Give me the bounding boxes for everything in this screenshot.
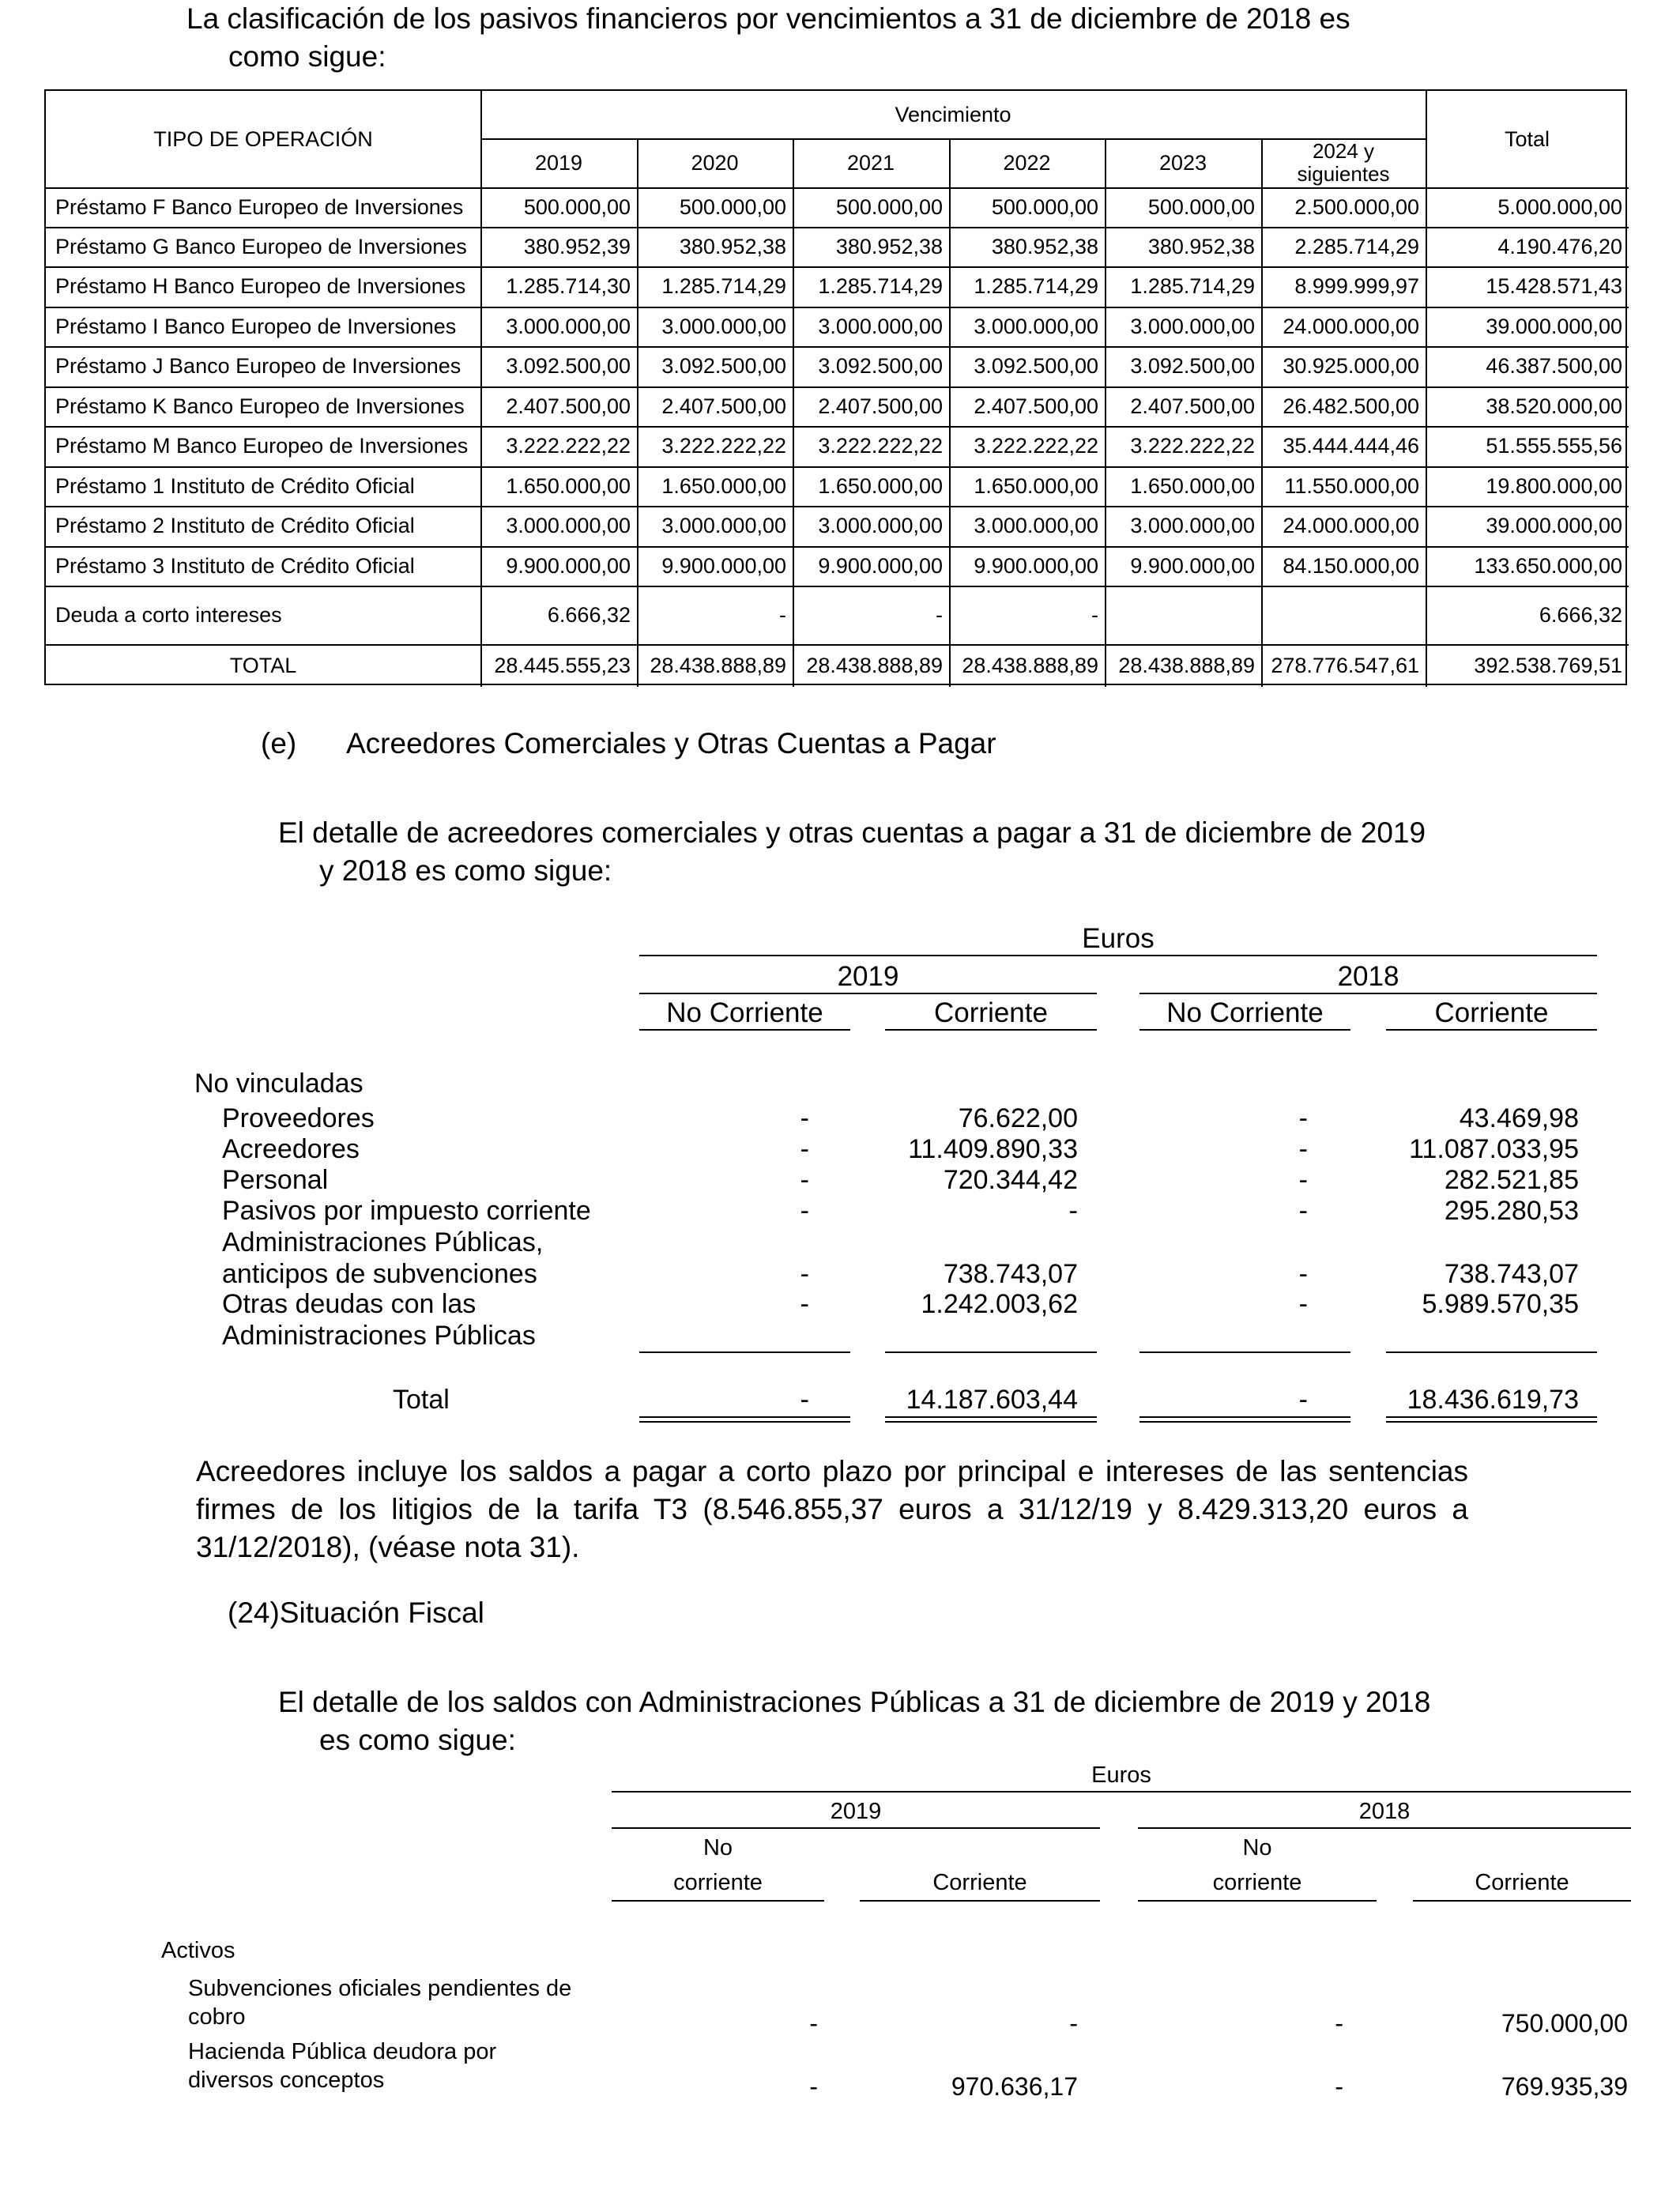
t1-cell-value: 3.000.000,00	[506, 315, 631, 338]
t1-cell-value: 380.952,38	[1147, 235, 1255, 258]
t1-cell-value: 380.952,38	[991, 235, 1098, 258]
t1-cell-value	[1261, 586, 1426, 644]
t1-header-year-last	[1261, 140, 1426, 186]
t3-header-no-corriente: corriente	[1212, 1870, 1302, 1895]
intro-3-line-2: es como sigue:	[319, 1724, 516, 1756]
t1-cell-value: 392.538.769,51	[1474, 654, 1622, 677]
t3-header-2018: 2018	[1358, 1799, 1411, 1824]
t2-cell-value: -	[1298, 1259, 1308, 1289]
t1-cell-value: 3.000.000,00	[818, 315, 943, 338]
note-line-3: 31/12/2018), (véase nota 31).	[196, 1531, 580, 1563]
t3-cell-value: 769.935,39	[1501, 2072, 1628, 2101]
t3-rule-col-head	[1413, 1900, 1631, 1902]
t1-cell-value: 28.445.555,23	[494, 654, 631, 677]
t2-cell-value: -	[800, 1196, 809, 1226]
t1-total-label: TOTAL	[229, 654, 297, 677]
t1-cell-value: 3.092.500,00	[661, 354, 786, 378]
t2-total-value: -	[800, 1385, 809, 1415]
t1-row-label: Préstamo J Banco Europeo de Inversiones	[55, 354, 461, 378]
intro-paragraph-3	[278, 1683, 1669, 1759]
t3-rule-col-head	[860, 1900, 1100, 1902]
t1-cell-value: 500.000,00	[835, 195, 943, 219]
t1-cell-value: 39.000.000,00	[1486, 315, 1622, 338]
intro-3-line-1: El detalle de los saldos con Administraciones Públicas a 31 de diciembre de 2019 y 2018	[278, 1686, 1431, 1718]
t2-rule-2018	[1139, 993, 1597, 994]
t1-row-label: Préstamo K Banco Europeo de Inversiones	[55, 394, 465, 418]
t2-cell-value: -	[1298, 1134, 1308, 1164]
t1-cell-value: 38.520.000,00	[1486, 394, 1622, 418]
t1-header-year: 2020	[691, 151, 739, 175]
t3-row-label-cont: cobro	[188, 2004, 246, 2030]
t1-cell-value: 8.999.999,97	[1294, 274, 1419, 298]
t1-cell-value: 6.666,32	[547, 603, 631, 627]
t1-cell-value: 500.000,00	[1147, 195, 1255, 219]
t2-rule-euros	[639, 955, 1597, 956]
t3-header-corriente: Corriente	[932, 1870, 1027, 1895]
t1-cell-value: 1.650.000,00	[661, 474, 786, 498]
t2-cell-value: -	[1068, 1196, 1078, 1226]
t1-cell-value: 2.285.714,29	[1294, 235, 1419, 258]
t1-header-total: Total	[1504, 127, 1550, 151]
t1-cell-value: 84.150.000,00	[1283, 554, 1419, 578]
t1-row-label: Préstamo 2 Instituto de Crédito Oficial	[55, 514, 415, 537]
t1-cell-value: 9.900.000,00	[1130, 554, 1255, 578]
section-e-title: Acreedores Comerciales y Otras Cuentas a Pagar	[346, 727, 996, 760]
t2-cell-value: 1.242.003,62	[921, 1289, 1078, 1319]
t2-rule-total-2	[1386, 1421, 1597, 1423]
t1-cell-value: 4.190.476,20	[1497, 235, 1622, 258]
t1-cell-value: 3.222.222,22	[1130, 434, 1255, 458]
t1-cell-value: 1.650.000,00	[974, 474, 1098, 498]
intro-paragraph-2	[278, 814, 1669, 890]
t1-cell-value: 380.952,39	[523, 235, 631, 258]
t1-cell-value: 1.285.714,29	[1130, 274, 1255, 298]
t2-total-value: 18.436.619,73	[1407, 1385, 1579, 1415]
t2-cell-value: -	[1298, 1196, 1308, 1226]
t2-header-euros: Euros	[1082, 923, 1155, 954]
t3-header-corriente: Corriente	[1475, 1870, 1569, 1895]
t2-row-label: Proveedores	[222, 1103, 375, 1133]
t2-cell-value: -	[800, 1259, 809, 1289]
t2-header-2019: 2019	[837, 961, 899, 992]
t1-cell-value: 24.000.000,00	[1283, 514, 1419, 537]
t1-cell-value: 35.444.444,46	[1283, 434, 1419, 458]
t2-cell-value: 11.087.033,95	[1409, 1134, 1579, 1164]
t1-header-year-last-line-1: 2024 y	[1312, 139, 1375, 163]
t1-cell-value: 1.650.000,00	[1130, 474, 1255, 498]
t2-group-label: No vinculadas	[194, 1069, 363, 1099]
t2-row-label: Administraciones Públicas,	[222, 1227, 544, 1257]
t2-header-corriente: Corriente	[934, 997, 1048, 1028]
t1-cell-value: 9.900.000,00	[818, 554, 943, 578]
t1-cell-value: -	[779, 603, 786, 627]
intro-paragraph-1	[186, 0, 1640, 76]
t3-header-no: No	[703, 1835, 733, 1860]
t1-row-label: Préstamo M Banco Europeo de Inversiones	[55, 434, 469, 458]
t2-cell-value: 43.469,98	[1459, 1103, 1579, 1133]
t1-cell-value: 2.407.500,00	[818, 394, 943, 418]
t2-cell-value: -	[1298, 1289, 1308, 1319]
t1-cell-value: 3.092.500,00	[974, 354, 1098, 378]
t1-cell-value: 500.000,00	[523, 195, 631, 219]
t3-rule-euros	[612, 1791, 1631, 1793]
t2-total-label: Total	[393, 1385, 450, 1415]
t2-row-label: Acreedores	[222, 1134, 360, 1164]
t1-cell-value: 28.438.888,89	[650, 654, 786, 677]
t2-header-2018: 2018	[1337, 961, 1399, 992]
t2-rule-2019	[639, 993, 1097, 994]
t1-cell-value: 15.428.571,43	[1486, 274, 1622, 298]
t3-cell-value: -	[809, 2009, 818, 2038]
t3-cell-value: -	[809, 2072, 818, 2101]
t1-header-vencimiento: Vencimiento	[895, 103, 1011, 126]
t1-cell-value: 51.555.555,56	[1486, 434, 1622, 458]
t2-rule-subtotal	[1139, 1351, 1350, 1353]
t1-cell-value: 1.650.000,00	[818, 474, 943, 498]
t1-cell-value: 3.092.500,00	[506, 354, 631, 378]
t1-row-label: Préstamo G Banco Europeo de Inversiones	[55, 235, 467, 258]
t1-row-label: Deuda a corto intereses	[55, 603, 282, 627]
t3-header-no-corriente: corriente	[673, 1870, 763, 1895]
t1-cell-value: 500.000,00	[991, 195, 1098, 219]
t1-cell-value: 2.500.000,00	[1294, 195, 1419, 219]
t2-cell-value: 76.622,00	[958, 1103, 1078, 1133]
t1-cell-value: 39.000.000,00	[1486, 514, 1622, 537]
t1-header-tipo: TIPO DE OPERACIÓN	[153, 127, 373, 151]
t1-cell-value: 3.222.222,22	[661, 434, 786, 458]
t1-cell-value: -	[936, 603, 943, 627]
t2-cell-value: 738.743,07	[1444, 1259, 1579, 1289]
t2-cell-value: 720.344,42	[943, 1165, 1078, 1195]
section-e-marker: (e)	[261, 727, 297, 760]
note-line-2: firmes de los litigios de la tarifa T3 (8.546.855,37 euros a 31/12/19 y 8.429.313,20 euros a	[196, 1493, 1468, 1525]
t2-rule-subtotal	[1386, 1351, 1597, 1353]
t2-rule-col-head	[639, 1029, 850, 1031]
intro-2-line-1: El detalle de acreedores comerciales y otras cuentas a pagar a 31 de diciembre de 2019	[278, 816, 1426, 849]
t1-cell-value: 9.900.000,00	[974, 554, 1098, 578]
t1-cell-value: 3.000.000,00	[506, 514, 631, 537]
t2-header-no-corriente: No Corriente	[666, 997, 823, 1028]
t2-cell-value: -	[800, 1103, 809, 1133]
t1-cell-value: 133.650.000,00	[1474, 554, 1622, 578]
t3-rule-col-head	[612, 1900, 824, 1902]
maturity-table	[44, 89, 1627, 685]
t2-rule-col-head	[1386, 1029, 1597, 1031]
t2-header-corriente: Corriente	[1434, 997, 1549, 1028]
t1-cell-value: 1.285.714,30	[506, 274, 631, 298]
t2-cell-value: -	[1298, 1103, 1308, 1133]
t1-row-label: Préstamo H Banco Europeo de Inversiones	[55, 274, 466, 298]
t3-header-euros: Euros	[1091, 1762, 1151, 1788]
t2-rule-total-1	[885, 1416, 1097, 1418]
t3-row-label-cont: diversos conceptos	[188, 2068, 385, 2093]
t2-total-value: 14.187.603,44	[906, 1385, 1078, 1415]
t3-rule-2019	[612, 1827, 1100, 1829]
t3-row-label: Subvenciones oficiales pendientes de	[188, 1976, 572, 2001]
intro-1-line-1: La clasificación de los pasivos financieros por vencimientos a 31 de diciembre de 2018 es	[186, 2, 1350, 35]
t2-rule-subtotal	[639, 1351, 850, 1353]
t1-cell-value: 1.285.714,29	[661, 274, 786, 298]
t2-rule-total-1	[1139, 1416, 1350, 1418]
intro-1-line-2: como sigue:	[228, 40, 386, 73]
intro-2-line-2: y 2018 es como sigue:	[319, 854, 612, 887]
t1-cell-value: 2.407.500,00	[974, 394, 1098, 418]
t1-cell-value: 19.800.000,00	[1486, 474, 1622, 498]
t1-cell-value: 2.407.500,00	[506, 394, 631, 418]
t2-total-value: -	[1298, 1385, 1308, 1415]
t1-cell-value: 3.000.000,00	[974, 315, 1098, 338]
t1-cell-value: 9.900.000,00	[661, 554, 786, 578]
t2-rule-total-2	[639, 1421, 850, 1423]
t2-header-no-corriente: No Corriente	[1166, 997, 1324, 1028]
t2-cell-value: -	[800, 1289, 809, 1319]
t1-cell-value: 278.776.547,61	[1271, 654, 1419, 677]
t1-cell-value: 2.407.500,00	[661, 394, 786, 418]
t1-cell-value: 3.000.000,00	[974, 514, 1098, 537]
t3-header-no: No	[1242, 1835, 1272, 1860]
t1-cell-value: 28.438.888,89	[962, 654, 1098, 677]
t3-rule-col-head	[1138, 1900, 1377, 1902]
t2-rule-subtotal	[885, 1351, 1097, 1353]
t2-row-label-cont: anticipos de subvenciones	[222, 1259, 537, 1289]
t1-cell-value	[1105, 586, 1261, 644]
t1-cell-value: 5.000.000,00	[1497, 195, 1622, 219]
t1-header-year: 2019	[534, 151, 583, 175]
t1-header-year: 2021	[846, 151, 895, 175]
t2-row-label-cont: Administraciones Públicas	[222, 1321, 536, 1351]
section-24-title: (24)Situación Fiscal	[228, 1596, 484, 1629]
t1-cell-value: 500.000,00	[679, 195, 786, 219]
t2-cell-value: 5.989.570,35	[1422, 1289, 1579, 1319]
t2-rule-col-head	[885, 1029, 1097, 1031]
t3-rule-2018	[1138, 1827, 1631, 1829]
t2-rule-total-1	[639, 1416, 850, 1418]
t3-row-label: Hacienda Pública deudora por	[188, 2039, 497, 2064]
t1-header-year: 2023	[1158, 151, 1207, 175]
note-line-1: Acreedores incluye los saldos a pagar a corto plazo por principal e intereses de las sentencias	[196, 1455, 1468, 1487]
t1-cell-value: 3.222.222,22	[818, 434, 943, 458]
t1-row-label: Préstamo 1 Instituto de Crédito Oficial	[55, 474, 415, 498]
t2-row-label: Personal	[222, 1165, 329, 1195]
t1-header-year-last-line-2: siguientes	[1297, 162, 1390, 186]
t1-cell-value: 9.900.000,00	[506, 554, 631, 578]
t1-cell-value: 1.650.000,00	[506, 474, 631, 498]
t1-cell-value: -	[1091, 603, 1098, 627]
t2-rule-total-1	[1386, 1416, 1597, 1418]
t2-rule-col-head	[1139, 1029, 1350, 1031]
t1-cell-value: 30.925.000,00	[1283, 354, 1419, 378]
t2-rule-total-2	[1139, 1421, 1350, 1423]
t1-cell-value: 3.092.500,00	[818, 354, 943, 378]
t1-row-label: Préstamo 3 Instituto de Crédito Oficial	[55, 554, 415, 578]
t1-cell-value: 380.952,38	[679, 235, 786, 258]
t2-cell-value: 738.743,07	[943, 1259, 1078, 1289]
t1-cell-value: 3.222.222,22	[974, 434, 1098, 458]
t1-cell-value: 6.666,32	[1539, 603, 1622, 627]
t1-cell-value: 24.000.000,00	[1283, 315, 1419, 338]
t1-cell-value: 3.000.000,00	[1130, 514, 1255, 537]
t2-cell-value: -	[800, 1165, 809, 1195]
t3-group-label: Activos	[161, 1938, 235, 1963]
t1-cell-value: 3.092.500,00	[1130, 354, 1255, 378]
t3-cell-value: -	[1069, 2009, 1078, 2038]
t1-cell-value: 380.952,38	[835, 235, 943, 258]
t1-cell-value: 26.482.500,00	[1283, 394, 1419, 418]
t3-cell-value: 750.000,00	[1501, 2009, 1628, 2038]
t2-rule-total-2	[885, 1421, 1097, 1423]
note-paragraph	[196, 1453, 1468, 1566]
t1-cell-value: 28.438.888,89	[1118, 654, 1255, 677]
t2-cell-value: 11.409.890,33	[908, 1134, 1078, 1164]
t1-header-year: 2022	[1003, 151, 1051, 175]
t1-cell-value: 3.000.000,00	[818, 514, 943, 537]
t2-cell-value: -	[800, 1134, 809, 1164]
t1-cell-value: 2.407.500,00	[1130, 394, 1255, 418]
t1-cell-value: 1.285.714,29	[818, 274, 943, 298]
t1-cell-value: 11.550.000,00	[1284, 474, 1419, 498]
t3-cell-value: -	[1335, 2009, 1343, 2038]
t1-cell-value: 3.000.000,00	[661, 514, 786, 537]
t2-cell-value: 295.280,53	[1444, 1196, 1579, 1226]
t2-cell-value: 282.521,85	[1444, 1165, 1579, 1195]
t1-cell-value: 3.222.222,22	[506, 434, 631, 458]
t3-cell-value: 970.636,17	[951, 2072, 1078, 2101]
t2-cell-value: -	[1298, 1165, 1308, 1195]
t2-row-label: Pasivos por impuesto corriente	[222, 1196, 591, 1226]
t1-cell-value: 1.285.714,29	[974, 274, 1098, 298]
t1-cell-value: 46.387.500,00	[1486, 354, 1622, 378]
t1-cell-value: 28.438.888,89	[806, 654, 943, 677]
t2-row-label: Otras deudas con las	[222, 1289, 477, 1319]
t1-row-label: Préstamo F Banco Europeo de Inversiones	[55, 195, 464, 219]
t1-row-label: Préstamo I Banco Europeo de Inversiones	[55, 315, 457, 338]
t3-cell-value: -	[1335, 2072, 1343, 2101]
t3-header-2019: 2019	[830, 1799, 882, 1824]
t1-cell-value: 3.000.000,00	[661, 315, 786, 338]
t1-cell-value: 3.000.000,00	[1130, 315, 1255, 338]
